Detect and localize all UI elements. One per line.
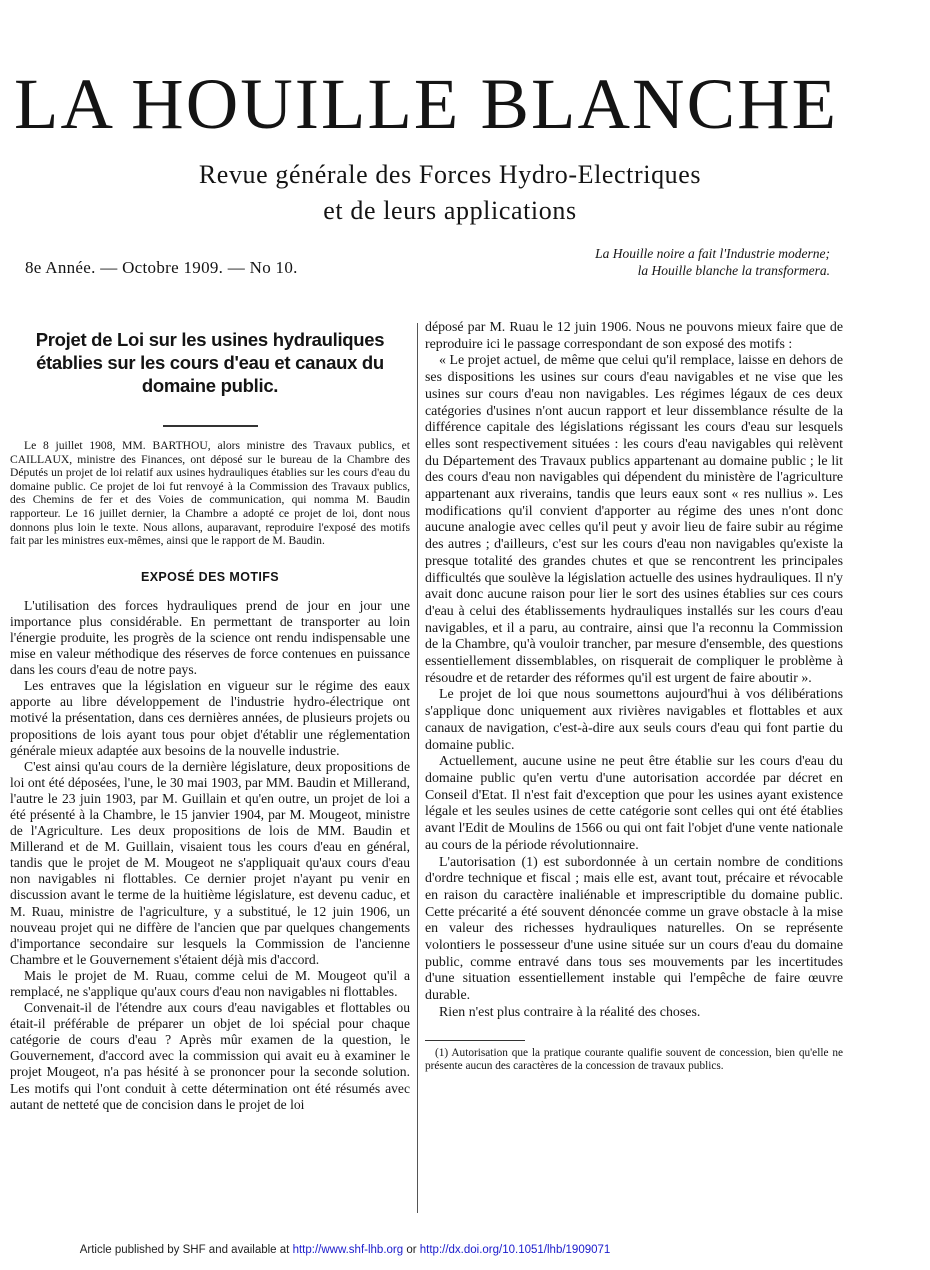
section-title: EXPOSÉ DES MOTIFS	[140, 569, 280, 584]
motto-line-1: La Houille noire a fait l'Industrie moderne;	[595, 246, 830, 261]
publication-notice	[0, 1244, 690, 1256]
column-divider	[417, 323, 418, 1213]
body-paragraph: « Le projet actuel, de même que celui qu'il remplace, laisse en dehors de ses dispositions les usines sur cours d'eau navigables et ne vise que les usines sur cours d'eau non navigables. Les régimes légaux de ces deux catégories d'usines n'ont aucun rapport et leur dissemblance résulte de la différence capitale des législations régissant les cours d'eau sur lesquels elles sont respectivement situées : les cours d'eau navigables qui relèvent du Département des Travaux publics appartenant au domaine public ; le lit des cours d'eau non navigables qui dépendent du ministère de l'agriculture appartenant aux riverains, tandis que leurs eaux sont « res nullius ». Les modifications qu'il convient d'apporter au régime des unes n'ont donc aucune analogie avec celles qu'il peut y avoir lieu de faire subir au régime des autres ; d'ailleurs, c'est sur les cours d'eau non navigables qu'existe la presque totalité des grandes chutes et que se rencontrent les principales difficultés que soulève la législation actuelle des usines hydrauliques. Il n'y avait donc aucune raison pour lier le sort des usines établies sur ces cours d'eau à celui des établissements hydrauliques installés sur les cours d'eau navigables, et il a paru, au contraire, ainsi que l'a reconnu la Commission de la Chambre, qu'à vouloir trancher, par mesure d'ensemble, des questions essentiellement dissemblables, on risquerait de compliquer le problème à résoudre et de retarder des réformes qu'il est urgent de faire aboutir ».	[425, 353, 843, 686]
title-rule	[163, 425, 258, 427]
motto	[500, 245, 830, 279]
left-column	[10, 320, 410, 1113]
issue-line: 8e Année. — Octobre 1909. — No 10.	[25, 258, 298, 277]
body-paragraph: Le projet de loi que nous soumettons aujourd'hui à vos délibérations s'applique donc uniquement aux rivières navigables et flottables et aux canaux de navigation, c'est-à-dire aux seuls cours d'eau qui font partie du domaine public.	[425, 687, 843, 753]
shf-link[interactable]: http://www.shf-lhb.org	[292, 1244, 404, 1256]
body-paragraph: Les entraves que la législation en vigueur sur le régime des eaux apporte au libre développement de l'industrie hydro-électrique ont motivé la présentation, dans ces dernières années, de plusieurs projets ou propositions de lois ayant tous pour objet d'établir une réglementation générale mieux adaptée aux besoins de la nouvelle industrie.	[10, 678, 410, 758]
doi-link[interactable]: http://dx.doi.org/10.1051/lhb/1909071	[419, 1244, 611, 1256]
right-column	[425, 320, 843, 1073]
body-paragraph: Actuellement, aucune usine ne peut être établie sur les cours d'eau du domaine public qu'en vertu d'une autorisation accordée par décret en Conseil d'Etat. Il n'est fait d'exception que pour les usines ayant existence légale et les seules usines de cette catégorie sont celles qui ont été établies avant l'Edit de Moulins de 1566 ou qui ont fait l'objet d'une vente nationale au cours de la période révolutionnaire.	[425, 754, 843, 853]
article-title: Projet de Loi sur les usines hydrauliques établies sur les cours d'eau et canaux du domaine public.	[35, 329, 385, 396]
body-paragraph: C'est ainsi qu'au cours de la dernière législature, deux propositions de loi ont été déposées, l'une, le 30 mai 1903, par MM. Baudin et Millerand, l'autre le 23 juin 1903, par M. Guillain et qu'en outre, un projet de loi a été présenté à la Chambre, le 15 janvier 1904, par M. Mougeot, ministre de l'Agriculture. Les deux propositions de lois de MM. Baudin et Millerand et de M. Guillain, visaient tous les cours d'eau en général, tandis que le projet de M. Mougeot ne s'appliquait qu'aux cours d'eau non navigables ni flottables. Ce dernier projet n'ayant pu venir en discussion avant le terme de la huitième législature, est devenu caduc, et M. Ruau, ministre de l'agriculture, y a substitué, le 12 juin 1906, un nouveau projet qui ne diffère de l'ancien que par quelques changements d'importance secondaire sur lesquels la Commission de l'ancienne Chambre et le Gouvernement s'étaient déjà mis d'accord.	[10, 758, 410, 967]
body-paragraph: Convenait-il de l'étendre aux cours d'eau navigables et flottables ou était-il préférable de préparer un objet de loi spécial pour chaque catégorie de cours d'eau ? Après mûr examen de la question, le Gouvernement, d'accord avec la commission qui avait eu à examiner le projet Mougeot, n'a pas hésité à se prononcer pour la seconde solution. Les motifs qui l'ont conduit à cette détermination ont été résumés avec autant de netteté que de concision dans le projet de loi	[10, 1000, 410, 1112]
body-paragraph: L'utilisation des forces hydrauliques prend de jour en jour une importance plus considérable. En permettant de transporter au loin l'énergie produite, les progrès de la science ont rendu indispensable une mise en valeur méthodique des réserves de force contenues en puissance dans les cours d'eau de notre pays.	[10, 597, 410, 678]
intro-paragraph: Le 8 juillet 1908, MM. BARTHOU, alors ministre des Travaux publics, et CAILLAUX, ministre des Finances, ont déposé sur le bureau de la Chambre des Députés un projet de loi relatif aux usines hydrauliques établies sur les cours d'eau du domaine public. Ce projet de loi fut renvoyé à la Commission des Travaux publics, des Chemins de fer et des Voies de communication, qui nomma M. Baudin rapporteur. Le 16 juillet dernier, la Chambre a adopté ce projet de loi, dont nous donnons plus loin le texte. Nous allons, auparavant, reproduire l'exposé des motifs fait par les ministres eux-mêmes, ainsi que le rapport de M. Baudin.	[10, 439, 410, 548]
subtitle-line-1: Revue générale des Forces Hydro-Electriques	[198, 160, 702, 189]
masthead: LA HOUILLE BLANCHE	[14, 64, 839, 144]
body-paragraph: Mais le projet de M. Ruau, comme celui de M. Mougeot qu'il a remplacé, ne s'applique qu'aux cours d'eau non navigables ni flottables.	[10, 967, 410, 999]
body-paragraph: L'autorisation (1) est subordonnée à un certain nombre de conditions d'ordre technique et fiscal ; mais elle est, avant tout, précaire et révocable en raison du caractère inaliénable et imprescriptible du domaine public. Cette précarité a été souvent dénoncée comme un grave obstacle à la mise en valeur des richesses hydrauliques naturelles. On se représente volontiers le possesseur d'une usine située sur un cours d'eau du domaine public, comme entravé dans tous ses mouvements par les incertitudes d'une situation essentiellement instable qui l'empêche de faire œuvre durable.	[425, 854, 843, 1004]
footnote-rule	[425, 1040, 525, 1041]
footnote: (1) Autorisation que la pratique courante qualifie souvent de concession, bien qu'elle ne présente aucun des caractères de la concession de travaux publics.	[425, 1046, 843, 1072]
body-paragraph: déposé par M. Ruau le 12 juin 1906. Nous ne pouvons mieux faire que de reproduire ici le passage correspondant de son exposé des motifs :	[425, 320, 843, 352]
notice-middle: or	[403, 1244, 420, 1256]
subtitle-line-2: et de leurs applications	[323, 196, 577, 225]
motto-line-2: la Houille blanche la transformera.	[637, 263, 830, 278]
body-paragraph: Rien n'est plus contraire à la réalité des choses.	[439, 1004, 701, 1020]
notice-prefix: Article published by SHF and available at	[79, 1244, 293, 1256]
